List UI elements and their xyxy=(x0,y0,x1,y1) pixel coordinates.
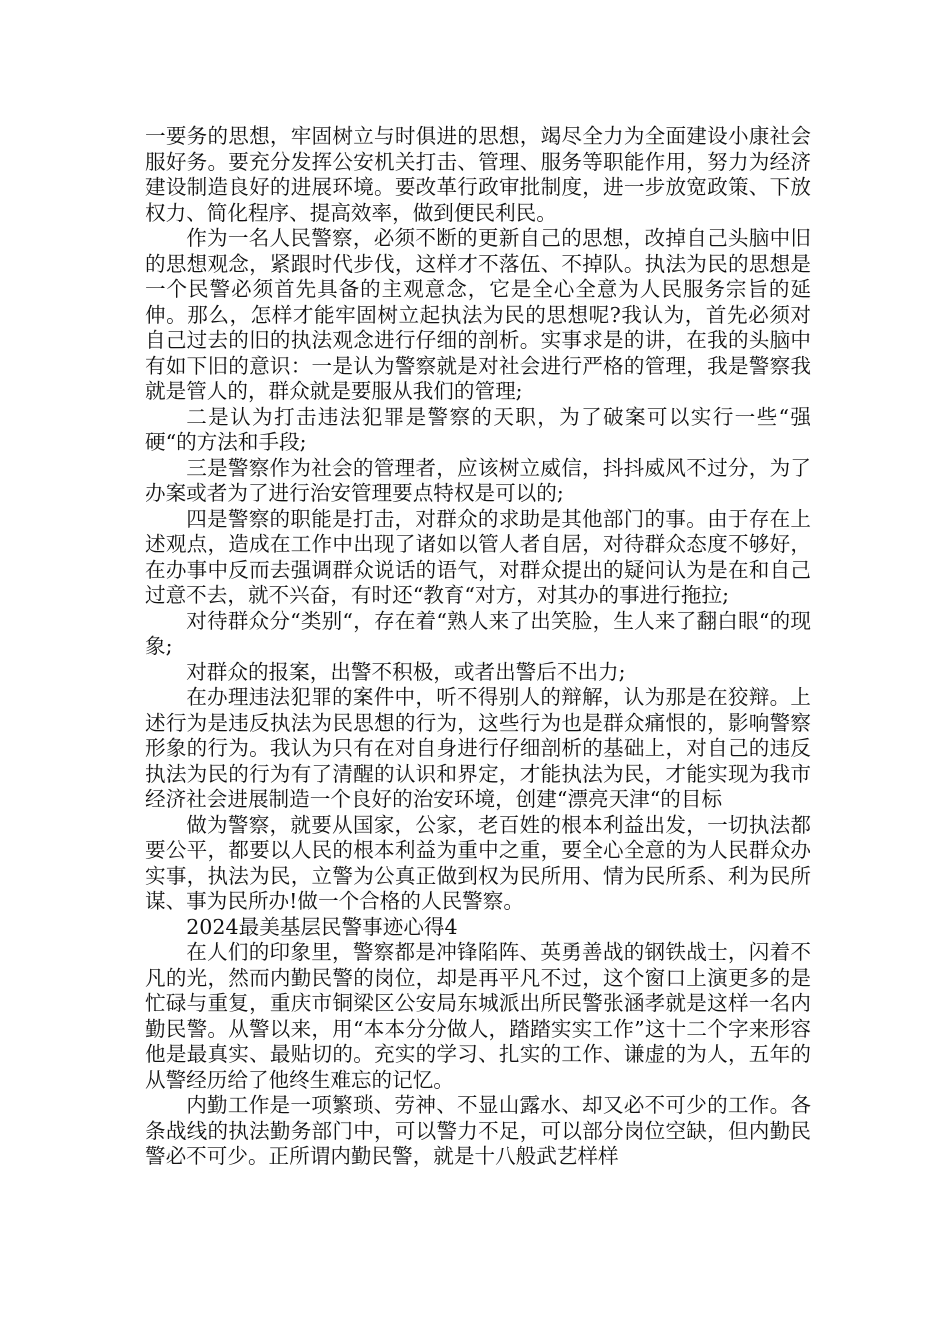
paragraph-4: 三是警察作为社会的管理者，应该树立威信，抖抖威风不过分，为了办案或者为了进行治安管理要点特权是可以的; xyxy=(145,455,811,505)
paragraph-8: 在办理违法犯罪的案件中，听不得别人的辩解，认为那是在狡辩。上述行为是违反执法为民思想的行为，这些行为也是群众痛恨的，影响警察形象的行为。我认为只有在对自身进行仔细剖析的基础上，对自己的违反执法为民的行为有了清醒的认识和界定，才能执法为民，才能实现为我市经济社会进展制造一个良好的治安环境，创建“漂亮天津“的目标 xyxy=(145,685,811,811)
paragraph-6: 对待群众分“类别“，存在着“熟人来了出笑脸，生人来了翻白眼“的现象; xyxy=(145,608,811,658)
paragraph-3: 二是认为打击违法犯罪是警察的天职，为了破案可以实行一些“强硬“的方法和手段; xyxy=(145,404,811,454)
paragraph-2: 作为一名人民警察，必须不断的更新自己的思想，改掉自己头脑中旧的思想观念，紧跟时代步伐，这样才不落伍、不掉队。执法为民的思想是一个民警必须首先具备的主观意念，它是全心全意为人民服务宗旨的延伸。那么，怎样才能牢固树立起执法为民的思想呢?我认为，首先必须对自己过去的旧的执法观念进行仔细的剖析。实事求是的讲，在我的头脑中有如下旧的意识：一是认为警察就是对社会进行严格的管理，我是警察我就是管人的，群众就是要服从我们的管理; xyxy=(145,226,811,403)
section-heading: 2024最美基层民警事迹心得4 xyxy=(186,914,458,939)
paragraph-11: 内勤工作是一项繁琐、劳神、不显山露水、却又必不可少的工作。各条战线的执法勤务部门中，可以警力不足，可以部分岗位空缺，但内勤民警必不可少。正所谓内勤民警，就是十八般武艺样样 xyxy=(145,1093,811,1168)
paragraph-5: 四是警察的职能是打击，对群众的求助是其他部门的事。由于存在上述观点，造成在工作中出现了诸如以管人者自居，对待群众态度不够好，在办事中反而去强调群众说话的语气，对群众提出的疑问认为是在和自己过意不去，就不兴奋，有时还“教育“对方，对其办的事进行拖拉; xyxy=(145,506,811,607)
paragraph-7: 对群众的报案，出警不积极，或者出警后不出力; xyxy=(186,659,626,684)
document-body xyxy=(145,124,811,1170)
paragraph-10: 在人们的印象里，警察都是冲锋陷阵、英勇善战的钢铁战士，闪着不凡的光，然而内勤民警的岗位，却是再平凡不过，这个窗口上演更多的是忙碌与重复，重庆市铜梁区公安局东城派出所民警张涵孝就是这样一名内勤民警。从警以来，用“本本分分做人，踏踏实实工作”这十二个字来形容他是最真实、最贴切的。充实的学习、扎实的工作、谦虚的为人，五年的从警经历给了他终生难忘的记忆。 xyxy=(145,940,811,1092)
paragraph-9: 做为警察，就要从国家，公家，老百姓的根本利益出发，一切执法都要公平，都要以人民的根本利益为重中之重，要全心全意的为人民群众办实事，执法为民，立警为公真正做到权为民所用、情为民所系、利为民所谋、事为民所办!做一个合格的人民警察。 xyxy=(145,812,811,913)
paragraph-1: 一要务的思想，牢固树立与时俱进的思想，竭尽全力为全面建设小康社会服好务。要充分发挥公安机关打击、管理、服务等职能作用，努力为经济建设制造良好的进展环境。要改革行政审批制度，进一步放宽政策、下放权力、简化程序、提高效率，做到便民利民。 xyxy=(145,124,811,225)
